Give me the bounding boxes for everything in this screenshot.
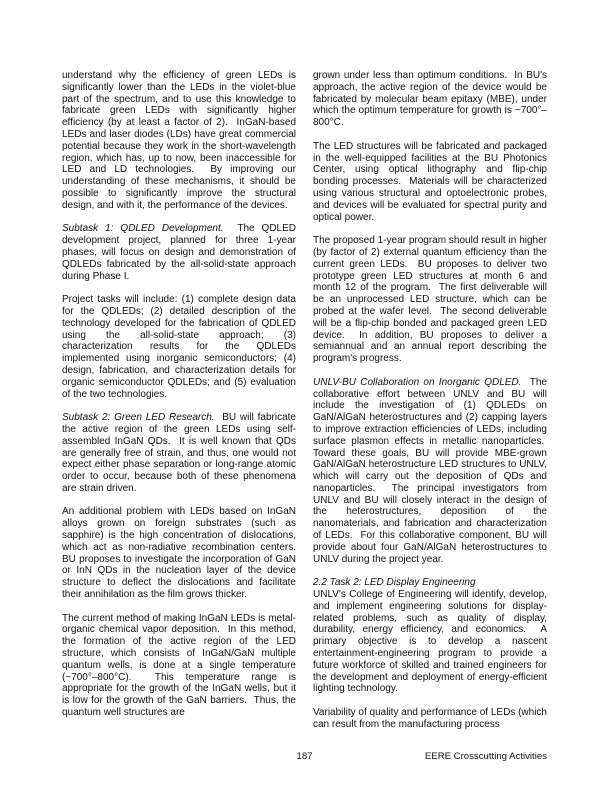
paragraph: UNLV-BU Collaboration on Inorganic QDLED. The collaborative effort between UNLV and BU will include the investigation of (1) QDLEDs on GaN/AlGaN heterostructures and (2) capping layers to improve extraction efficiencies of LEDs, including surface plasmon effects in metallic nanoparticles. Toward these goals, BU will provide MBE-grown GaN/AlGaN heterostructure LED structures to UNLV, which will carry out the deposition of QDs and nanoparticles. The principal investigators from UNLV and BU will closely interact in the design of the heterostructures, deposition of the nanomaterials, and fabrication and characterization of LEDs. For this collaborative component, BU will provide about four GaN/AlGaN heterostructures to UNLV during the project year. (313, 376, 547, 565)
paragraph: Project tasks will include: (1) complete design data for the QDLEDs; (2) detailed description of the technology developed for the fabrication of QDLED using the all-solid-state approach; (3) characterization results for the QDLEDs implemented using inorganic semiconductors; (4) design, fabrication, and characterization details for organic semiconductor QDLEDs; and (5) evaluation of the two technologies. (62, 294, 296, 400)
left-column (62, 70, 296, 742)
paragraph: Variability of quality and performance of LEDs (which can result from the manufacturing process (313, 707, 547, 730)
paragraph-lead: UNLV-BU Collaboration on Inorganic QDLED. (313, 376, 522, 388)
paragraph: UNLV's College of Engineering will identify, develop, and implement engineering solutions for display-related problems, such as quality of display, durability, energy efficiency, and economics. A primary objective is to develop a nascent entertainment-engineering program to provide a future workforce of skilled and trained engineers for the development and deployment of energy-efficient lighting technology. (313, 589, 547, 695)
page-number: 187 (296, 751, 313, 762)
paragraph-lead: Subtask 2: Green LED Research. (62, 412, 215, 424)
text-block (62, 70, 547, 742)
paragraph: The proposed 1-year program should result in higher (by factor of 2) external quantum efficiency than the current green LEDs. BU proposes to deliver two prototype green LED structures at month 6 and month 12 of the program. The first deliverable will be an unprocessed LED structure, which can be probed at the wafer level. The second deliverable will be a flip-chip bonded and packaged green LED device. In addition, BU proposes to deliver a semiannual and an annual report describing the program's progress. (313, 235, 547, 365)
paragraph: Subtask 1: QDLED Development. The QDLED development project, planned for three 1-year phases, will focus on design and demonstration of QDLEDs fabricated by the all-solid-state approach during Phase I. (62, 223, 296, 282)
paragraph: Subtask 2: Green LED Research. BU will fabricate the active region of the green LEDs using self-assembled InGaN QDs. It is well known that QDs are generally free of strain, and thus, one would not expect either phase separation or long-range atomic order to occur, because both of these phenomena are strain driven. (62, 412, 296, 494)
page-footer (62, 751, 547, 764)
footer-label: EERE Crosscutting Activities (424, 751, 547, 762)
paragraph: understand why the efficiency of green LEDs is significantly lower than the LEDs in the violet-blue part of the spectrum, and to use this knowledge to fabricate green LEDs with significantly higher efficiency (by at least a factor of 2). InGaN-based LEDs and laser diodes (LDs) have great commercial potential because they work in the short-wavelength region, which has, up to now, been inaccessible for LED and LD technologies. By improving our understanding of these mechanisms, it should be possible to significantly improve the structural design, and with it, the performance of the devices. (62, 70, 296, 211)
section-heading: 2.2 Task 2: LED Display Engineering (313, 577, 476, 589)
paragraph: The current method of making InGaN LEDs is metal-organic chemical vapor deposition. In this method, the formation of the active region of the LED structure, which consists of InGaN/GaN multiple quantum wells, is done at a single temperature (~700°–800°C). This temperature range is appropriate for the growth of the InGaN wells, but it is low for the growth of the GaN barriers. Thus, the quantum well structures are (62, 612, 296, 719)
right-column (313, 70, 547, 742)
paragraph: An additional problem with LEDs based on InGaN alloys grown on foreign substrates (such as sapphire) is the high concentration of dislocations, which act as non-radiative recombination centers. BU proposes to investigate the incorporation of GaN or InN QDs in the nucleation layer of the device structure to deflect the dislocations and facilitate their annihilation as the film grows thicker. (62, 506, 296, 601)
paragraph: The LED structures will be fabricated and packaged in the well-equipped facilities at the BU Photonics Center, using optical lithography and flip-chip bonding processes. Materials will be characterized using various structural and optoelectronic probes, and devices will be evaluated for spectral purity and optical power. (313, 140, 547, 223)
paragraph: grown under less than optimum conditions. In BU's approach, the active region of the device would be fabricated by molecular beam epitaxy (MBE), under which the optimum temperature for growth is ~700°–800°C. (313, 70, 547, 129)
paragraph-lead: Subtask 1: QDLED Development. (62, 223, 224, 235)
